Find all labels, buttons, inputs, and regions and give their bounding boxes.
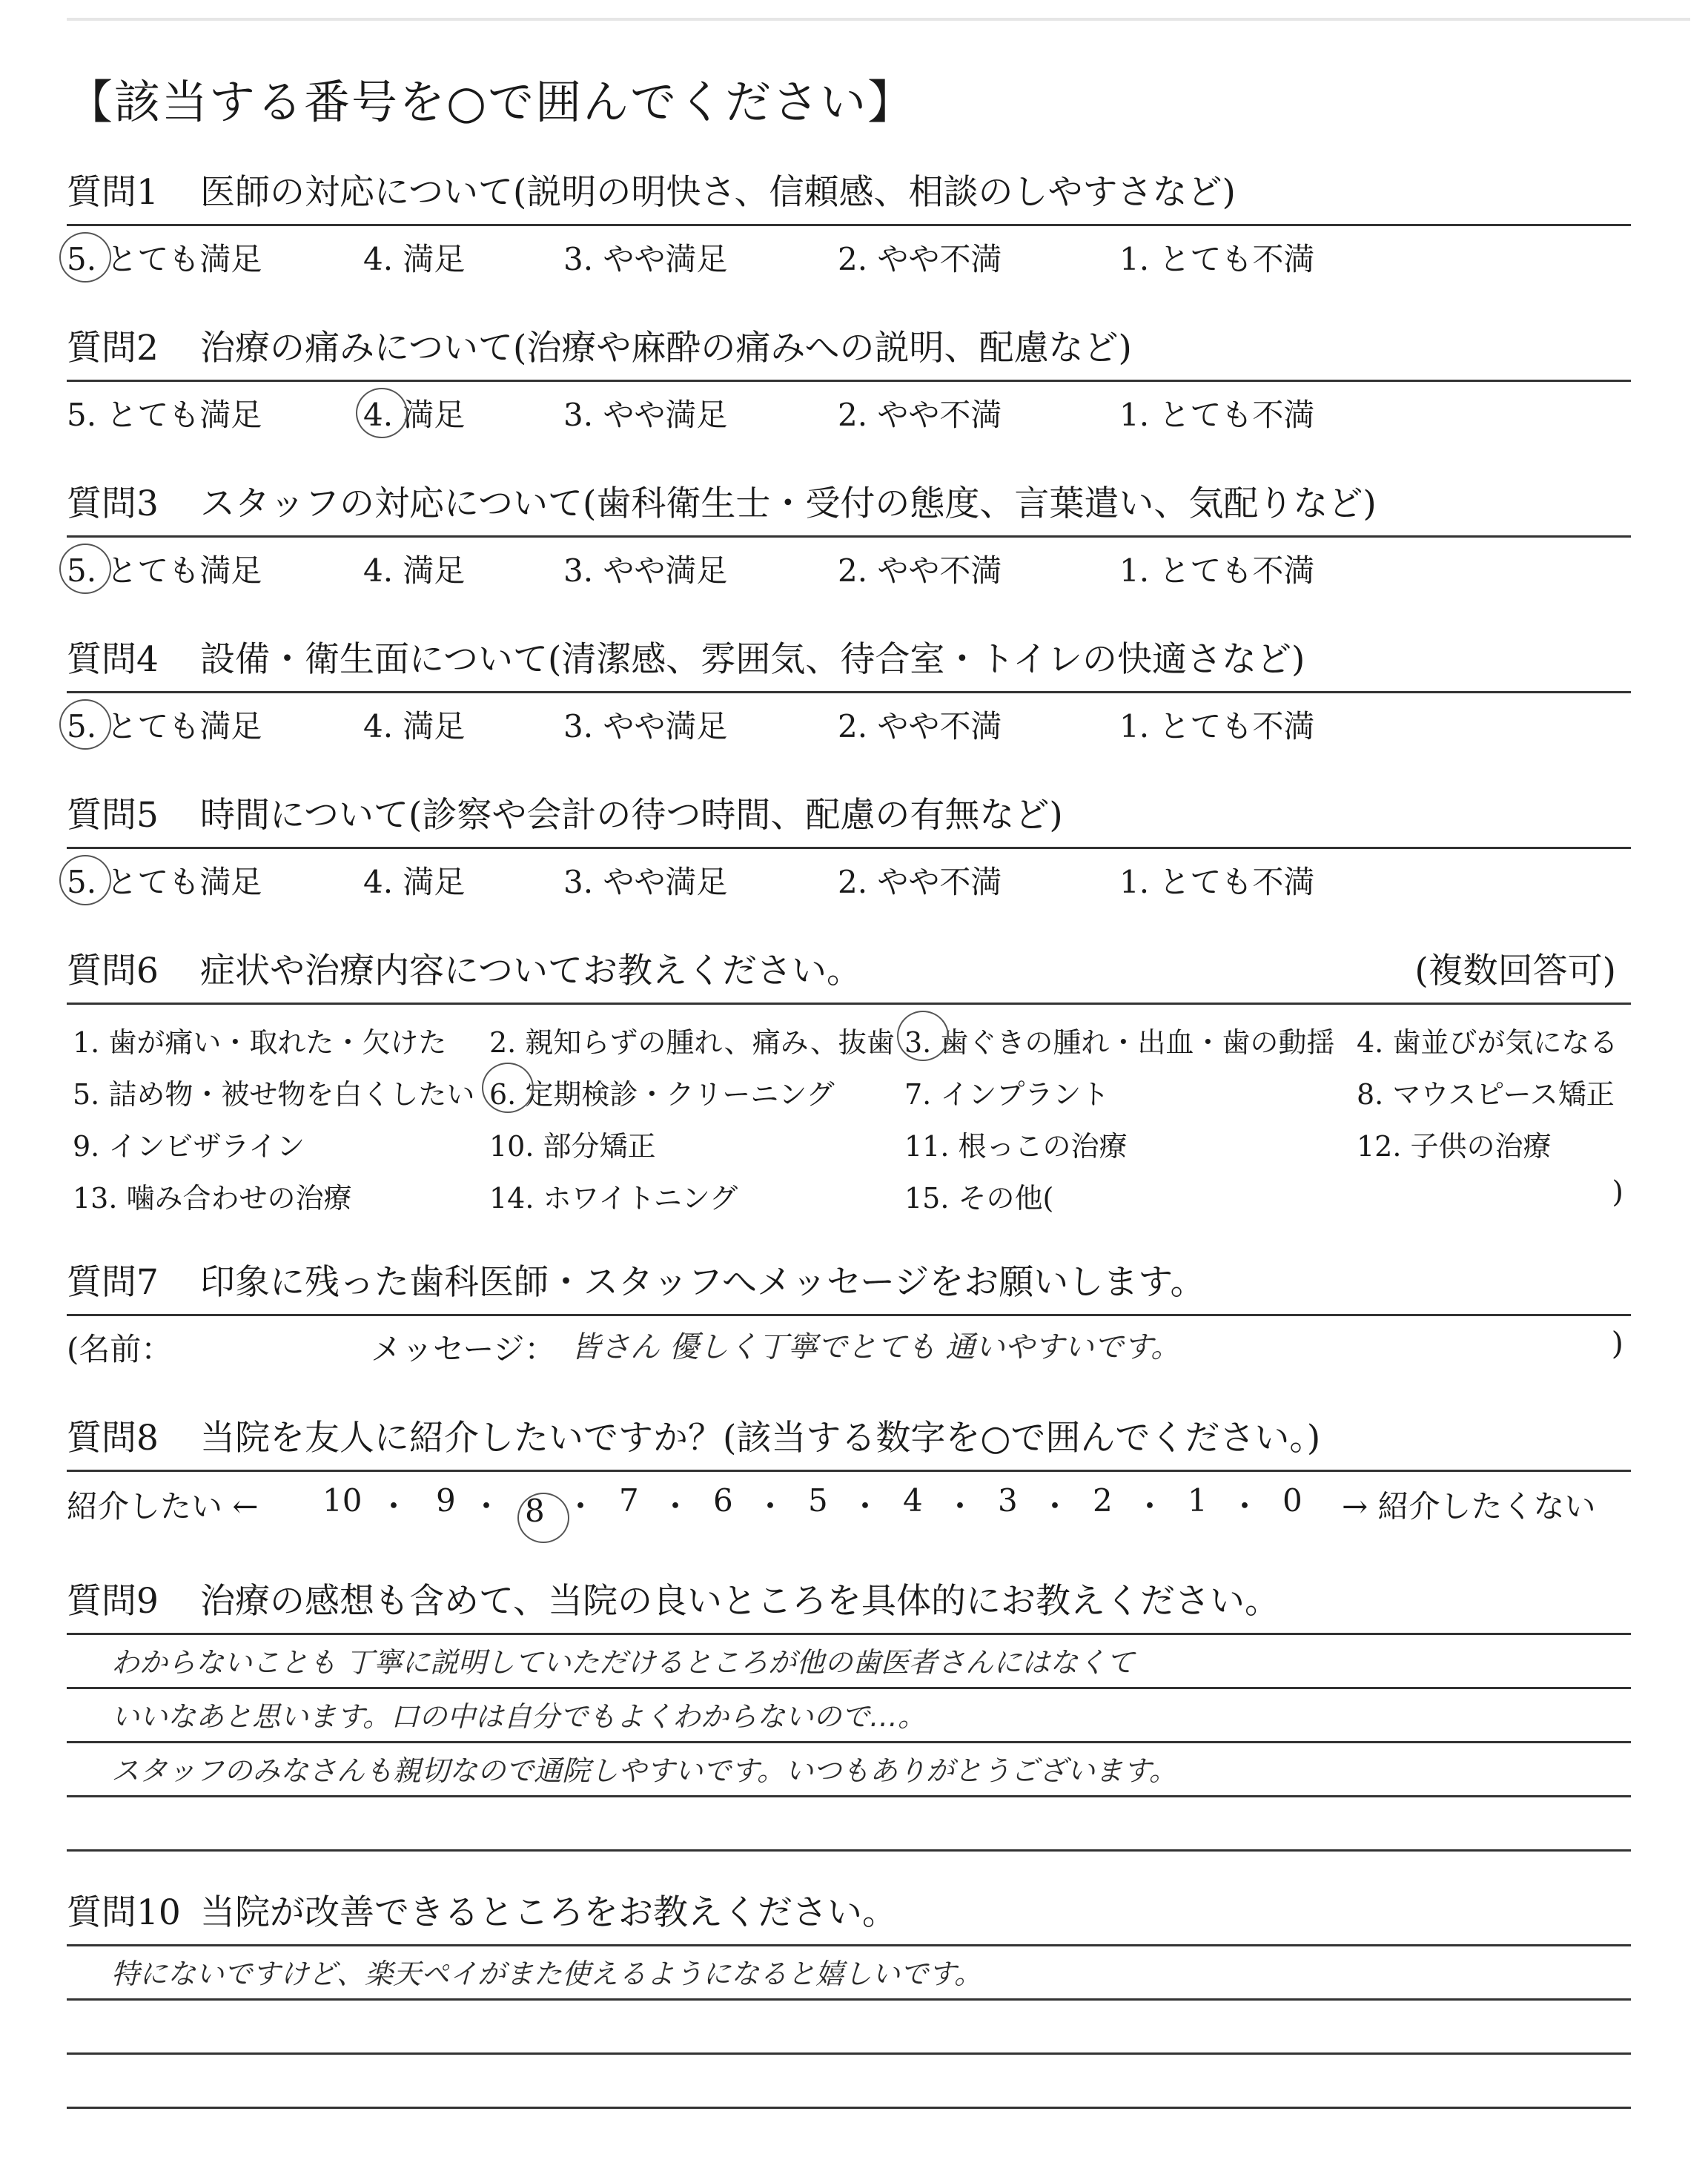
question-number: 質問5 <box>67 795 159 836</box>
scale-dot: ・ <box>1134 1488 1166 1525</box>
answer-line[interactable] <box>67 1635 1631 1689</box>
symptom-option-other[interactable]: 15. その他( <box>904 1182 1054 1215</box>
question-1 <box>67 165 1631 285</box>
scale-value[interactable]: 5 <box>808 1482 828 1519</box>
question-9-header <box>67 1573 1631 1633</box>
option-5[interactable]: 5. とても満足 <box>67 241 262 277</box>
question-3-header <box>67 476 1631 535</box>
selection-circle <box>59 699 111 750</box>
symptom-option[interactable]: 12. 子供の治療 <box>1357 1130 1552 1163</box>
rating-options <box>67 226 1631 285</box>
symptom-option[interactable]: 11. 根っこの治療 <box>904 1130 1128 1163</box>
option-5[interactable]: 5. とても満足 <box>67 552 262 589</box>
question-title: 症状や治療内容についてお教えください。 <box>200 951 862 991</box>
name-label: (名前： <box>67 1331 173 1367</box>
question-title: 当院が改善できるところをお教えください。 <box>200 1892 897 1933</box>
question-6-header <box>67 943 1631 1003</box>
option-1[interactable]: 1. とても不満 <box>1119 864 1315 900</box>
option-4[interactable]: 4. 満足 <box>363 241 466 277</box>
question-3 <box>67 476 1631 597</box>
answer-line[interactable] <box>67 1797 1631 1852</box>
question-10 <box>67 1885 1631 2109</box>
option-2[interactable]: 2. やや不満 <box>838 397 1002 433</box>
symptom-options <box>67 1005 1631 1227</box>
question-4 <box>67 632 1631 753</box>
handwritten-answer: いいなあと思います。口の中は自分でもよくわからないので…。 <box>111 1700 926 1733</box>
rating-options <box>67 849 1631 908</box>
answer-line[interactable] <box>67 2055 1631 2109</box>
question-title: 医師の対応について(説明の明快さ、信頼感、相談のしやすさなど) <box>200 172 1236 213</box>
scale-value[interactable]: 1 <box>1188 1482 1208 1519</box>
recommend-scale: 紹介したい ← 10 ・ 9 ・ 8 ・ 7 ・ 6 ・ 5 ・ 4 ・ 3 ・ 2 ・ 1 ・ 0 → 紹介したくない <box>67 1472 1631 1539</box>
scale-dot: ・ <box>1039 1488 1071 1525</box>
option-4[interactable]: 4. 満足 <box>363 397 465 433</box>
multiple-answers-note: (複数回答可) <box>1414 951 1616 991</box>
question-title: 印象に残った歯科医師・スタッフへメッセージをお願いします。 <box>200 1262 1205 1303</box>
option-4[interactable]: 4. 満足 <box>363 708 466 744</box>
symptom-option[interactable]: 9. インビザライン <box>73 1130 305 1163</box>
question-number: 質問1 <box>67 172 159 213</box>
option-3[interactable]: 3. やや満足 <box>563 397 728 433</box>
other-close-paren: ) <box>1612 1175 1623 1209</box>
scale-dot: ・ <box>944 1488 976 1525</box>
message-text[interactable]: 皆さん 優しく丁寧でとても 通いやすいです。 <box>571 1330 1181 1364</box>
handwritten-answer: 特にないですけど、楽天ペイがまた使えるようになると嬉しいです。 <box>111 1958 982 1990</box>
symptom-option[interactable]: 13. 噛み合わせの治療 <box>73 1182 352 1215</box>
option-4[interactable]: 4. 満足 <box>363 864 466 900</box>
message-close-paren: ) <box>1611 1325 1623 1361</box>
option-2[interactable]: 2. やや不満 <box>838 708 1002 744</box>
question-7 <box>67 1255 1631 1375</box>
selection-circle <box>59 232 111 283</box>
option-5[interactable]: 5. とても満足 <box>67 708 262 744</box>
option-5[interactable]: 5. とても満足 <box>67 397 262 433</box>
answer-line[interactable] <box>67 2001 1631 2055</box>
scale-value[interactable]: 0 <box>1282 1482 1302 1519</box>
question-7-header <box>67 1255 1631 1314</box>
option-1[interactable]: 1. とても不満 <box>1119 708 1315 744</box>
rating-options <box>67 538 1631 597</box>
option-2[interactable]: 2. やや不満 <box>838 241 1002 277</box>
question-number: 質問7 <box>67 1262 159 1303</box>
question-5-header <box>67 787 1631 847</box>
message-label: メッセージ： <box>371 1331 556 1367</box>
scale-dot: ・ <box>1229 1488 1261 1525</box>
question-5 <box>67 787 1631 908</box>
instruction-heading: 【該当する番号を○で囲んでください】 <box>67 75 916 129</box>
symptom-option[interactable]: 7. インプラント <box>904 1078 1110 1111</box>
question-title: 設備・衛生面について(清潔感、雰囲気、待合室・トイレの快適さなど) <box>200 639 1305 680</box>
scale-value[interactable]: 9 <box>436 1482 456 1519</box>
selection-circle <box>59 855 111 905</box>
question-number: 質問2 <box>67 328 159 369</box>
question-title: 治療の感想も含めて、当院の良いところを具体的にお教えください。 <box>200 1581 1280 1622</box>
symptom-option-selected[interactable]: 6. 定期検診・クリーニング <box>489 1071 835 1112</box>
option-3[interactable]: 3. やや満足 <box>563 708 728 744</box>
option-2[interactable]: 2. やや不満 <box>838 864 1002 900</box>
answer-line[interactable] <box>67 1743 1631 1797</box>
symptom-option[interactable]: 10. 部分矯正 <box>489 1130 656 1163</box>
question-number: 質問6 <box>67 951 159 991</box>
question-title: スタッフの対応について(歯科衛生士・受付の態度、言葉遣い、気配りなど) <box>200 483 1377 524</box>
scale-left-label: 紹介したい ← <box>67 1488 259 1525</box>
question-4-header <box>67 632 1631 691</box>
question-2 <box>67 320 1631 441</box>
option-1[interactable]: 1. とても不満 <box>1119 241 1315 277</box>
scale-value[interactable]: 2 <box>1093 1482 1113 1519</box>
question-number: 質問10 <box>67 1892 181 1933</box>
question-number: 質問3 <box>67 483 159 524</box>
scale-dot: ・ <box>378 1488 410 1525</box>
option-1[interactable]: 1. とても不満 <box>1119 552 1315 589</box>
scale-right-label: → 紹介したくない <box>1342 1488 1596 1525</box>
option-4[interactable]: 4. 満足 <box>363 552 466 589</box>
handwritten-answer: わからないことも 丁寧に説明していただけるところが他の歯医者さんにはなくて <box>111 1646 1135 1679</box>
scale-value[interactable]: 10 <box>322 1482 363 1519</box>
option-2[interactable]: 2. やや不満 <box>838 552 1002 589</box>
question-9 <box>67 1573 1631 1852</box>
answer-line[interactable] <box>67 1946 1631 2001</box>
option-3[interactable]: 3. やや満足 <box>563 241 728 277</box>
option-3[interactable]: 3. やや満足 <box>563 552 728 589</box>
top-border <box>67 18 1690 21</box>
scale-dot: ・ <box>755 1488 787 1525</box>
symptom-option[interactable]: 1. 歯が痛い・取れた・欠けた <box>73 1026 447 1059</box>
handwritten-answer: スタッフのみなさんも親切なので通院しやすいです。いつもありがとうございます。 <box>111 1754 1177 1787</box>
question-8 <box>67 1410 1631 1539</box>
rating-options <box>67 693 1631 753</box>
rating-options <box>67 382 1631 441</box>
question-8-header <box>67 1410 1631 1470</box>
question-number: 質問8 <box>67 1418 159 1459</box>
option-5[interactable]: 5. とても満足 <box>67 864 262 900</box>
message-line <box>67 1316 1631 1375</box>
question-title: 時間について(診察や会計の待つ時間、配慮の有無など) <box>200 795 1063 836</box>
symptom-option[interactable]: 5. 詰め物・被せ物を白くしたい <box>73 1078 475 1111</box>
question-title: 治療の痛みについて(治療や麻酔の痛みへの説明、配慮など) <box>200 328 1132 369</box>
symptom-option[interactable]: 14. ホワイトニング <box>489 1182 738 1215</box>
selection-circle <box>482 1063 534 1113</box>
scale-dot: ・ <box>565 1488 597 1525</box>
option-3[interactable]: 3. やや満足 <box>563 864 728 900</box>
question-1-header <box>67 165 1631 224</box>
question-number: 質問9 <box>67 1581 159 1622</box>
symptom-option-selected[interactable]: 3. 歯ぐきの腫れ・出血・歯の動揺 <box>904 1020 1334 1060</box>
question-title: 当院を友人に紹介したいですか？(該当する数字を○で囲んでください。) <box>200 1418 1321 1459</box>
symptom-option[interactable]: 8. マウスピース矯正 <box>1357 1078 1615 1111</box>
symptom-option[interactable]: 4. 歯並びが気になる <box>1357 1026 1618 1059</box>
answer-line[interactable] <box>67 1689 1631 1743</box>
selection-circle <box>356 388 408 438</box>
question-2-header <box>67 320 1631 380</box>
scale-value[interactable]: 3 <box>998 1482 1018 1519</box>
scale-value[interactable]: 7 <box>619 1482 639 1519</box>
scale-dot: ・ <box>850 1488 881 1525</box>
question-number: 質問4 <box>67 639 159 680</box>
question-6 <box>67 943 1631 1227</box>
question-10-header <box>67 1885 1631 1944</box>
option-1[interactable]: 1. とても不満 <box>1119 397 1315 433</box>
scale-dot: ・ <box>660 1488 692 1525</box>
scale-value[interactable]: 6 <box>713 1482 733 1519</box>
scale-dot: ・ <box>471 1488 503 1525</box>
selection-circle <box>897 1011 949 1061</box>
symptom-option[interactable]: 2. 親知らずの腫れ、痛み、抜歯 <box>489 1026 895 1059</box>
scale-value[interactable]: 4 <box>903 1482 923 1519</box>
selection-circle <box>59 544 111 594</box>
